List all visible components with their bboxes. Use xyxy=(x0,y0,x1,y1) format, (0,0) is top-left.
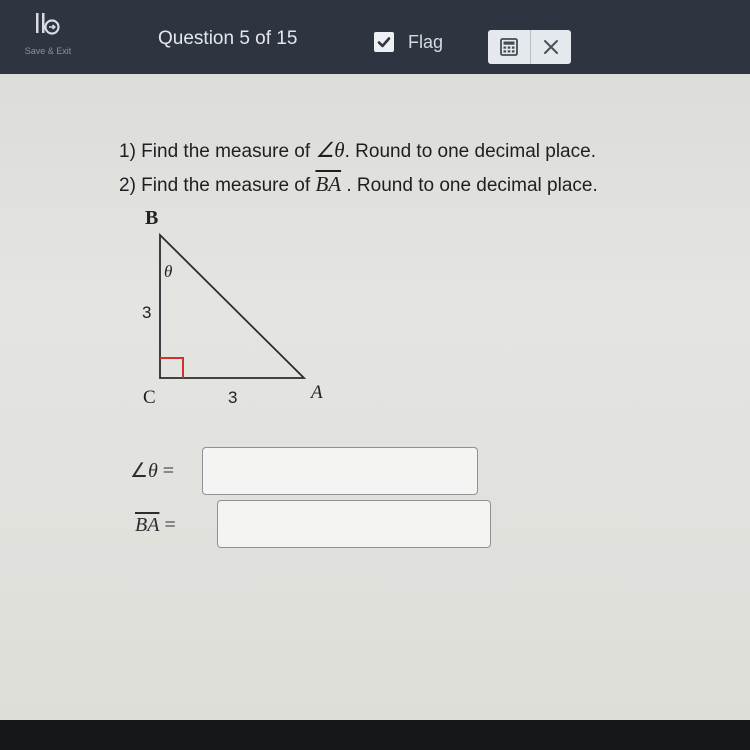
calculator-icon xyxy=(488,30,530,64)
vertex-label-a: A xyxy=(311,382,323,403)
side-ca-label: 3 xyxy=(228,388,238,407)
right-angle-marker xyxy=(160,358,183,378)
theta-answer-variable: θ xyxy=(147,460,158,482)
right-triangle-figure xyxy=(110,202,350,412)
top-toolbar xyxy=(0,0,750,74)
vertex-label-c: C xyxy=(143,387,156,408)
close-button[interactable] xyxy=(531,30,571,64)
tool-button-group xyxy=(488,30,571,64)
bottom-bar xyxy=(0,720,750,750)
ba-answer-input[interactable] xyxy=(217,500,491,548)
segment-ba-symbol: $\overline{BA}$ xyxy=(315,172,342,196)
theta-answer-angle-sign: ∠ xyxy=(130,460,148,482)
instruction-line-2 xyxy=(119,172,598,197)
side-bc-label: 3 xyxy=(142,303,152,322)
question-counter: Question 5 of 15 xyxy=(158,28,298,49)
calculator-button[interactable] xyxy=(488,30,530,64)
ba-answer-label xyxy=(135,514,176,537)
flag-label: Flag xyxy=(408,32,444,52)
theta-answer-input[interactable] xyxy=(202,447,478,495)
vertex-label-b: B xyxy=(145,207,159,229)
question-content xyxy=(0,74,750,720)
instruction-2-prefix: 2) Find the measure of xyxy=(119,175,316,196)
save-exit-label: Save & Exit xyxy=(24,46,72,56)
ba-answer-variable: $\overline{BA}$ xyxy=(135,514,160,536)
theta-answer-label xyxy=(130,458,174,483)
instruction-1-prefix: 1) Find the measure of xyxy=(119,141,316,162)
triangle-outline xyxy=(160,235,304,378)
angle-theta-symbol: ∠θ xyxy=(315,138,345,162)
ba-answer-equals: = xyxy=(159,514,176,536)
instruction-1-suffix: . Round to one decimal place. xyxy=(344,141,596,162)
save-exit-icon xyxy=(30,10,66,42)
save-and-exit-button[interactable] xyxy=(12,8,84,64)
instruction-2-suffix: . Round to one decimal place. xyxy=(341,175,598,196)
instruction-line-1 xyxy=(119,138,596,163)
flag-checkbox[interactable] xyxy=(374,32,394,52)
angle-theta-label: θ xyxy=(164,262,173,281)
theta-answer-equals: = xyxy=(157,460,175,482)
checkmark-icon xyxy=(374,32,394,52)
close-icon xyxy=(531,30,571,64)
